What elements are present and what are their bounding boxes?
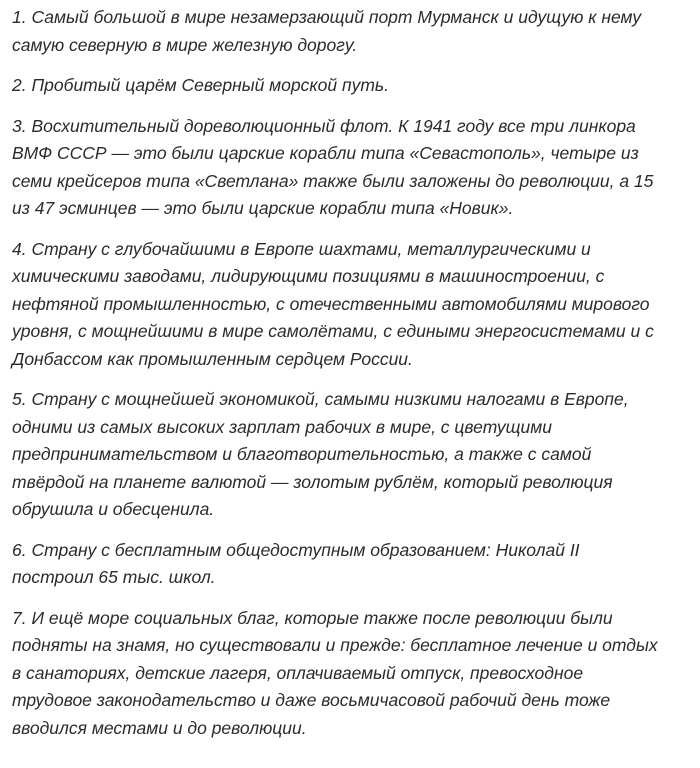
text-line: трудовое законодательство и даже восьмичасовой рабочий день тоже <box>12 690 611 710</box>
text-line: самую северную в мире железную дорогу. <box>12 34 358 55</box>
text-line: обрушила и обесценила. <box>12 499 215 519</box>
text-line: нефтяной промышленностью, с отечественными автомобилями мирового <box>12 293 650 314</box>
text-line: вводился местами и до революции. <box>12 717 307 738</box>
text-line: 2. Пробитый царём Северный морской путь. <box>12 75 390 95</box>
text-line: Донбассом как промышленным сердцем России. <box>12 348 413 369</box>
text-line: твёрдой на планете валютой — золотым рублём, который революция <box>12 471 613 492</box>
text-line: из 47 эсминцев — это были царские корабли типа «Новик». <box>12 198 514 218</box>
text-line: подняты на знамя, но существовали и прежде: бесплатное лечение и отдых <box>12 635 658 655</box>
text-line: одними из самых высоких зарплат рабочих в мире, с цветущими <box>12 416 553 437</box>
text-line: в санаториях, детские лагеря, оплачиваемый отпуск, превосходное <box>12 662 584 683</box>
paragraph-7 <box>12 605 688 743</box>
text-line: предпринимательством и благотворительностью, а также с самой <box>12 444 592 464</box>
paragraph-6 <box>12 537 688 592</box>
paragraph-4 <box>12 236 688 374</box>
text-line: семи крейсеров типа «Светлана» также были заложены до революции, а 15 <box>12 170 654 191</box>
text-line: построил 65 тыс. школ. <box>12 567 216 587</box>
text-line: ВМФ СССР — это были царские корабли типа «Севастополь», четыре из <box>12 143 639 163</box>
text-line: уровня, с мощнейшими в мире самолётами, с едиными энергосистемами и с <box>12 321 654 341</box>
paragraph-5 <box>12 386 688 524</box>
text-line: 5. Страну с мощнейшей экономикой, самыми низкими налогами в Европе, <box>12 389 629 409</box>
paragraph-3 <box>12 113 688 223</box>
text-line: 6. Страну с бесплатным общедоступным образованием: Николай II <box>12 539 580 560</box>
paragraph-2 <box>12 72 688 100</box>
text-line: 3. Восхитительный дореволюционный флот. К 1941 году все три линкора <box>12 115 636 136</box>
text-line: 4. Страну с глубочайшими в Европе шахтами, металлургическими и <box>12 238 591 259</box>
text-line: 7. И ещё море социальных благ, которые также после революции были <box>12 607 613 628</box>
paragraph-1 <box>12 4 688 59</box>
text-line: химическими заводами, лидирующими позициями в машиностроении, с <box>12 266 605 286</box>
text-line: 1. Самый большой в мире незамерзающий порт Мурманск и идущую к нему <box>12 7 642 27</box>
